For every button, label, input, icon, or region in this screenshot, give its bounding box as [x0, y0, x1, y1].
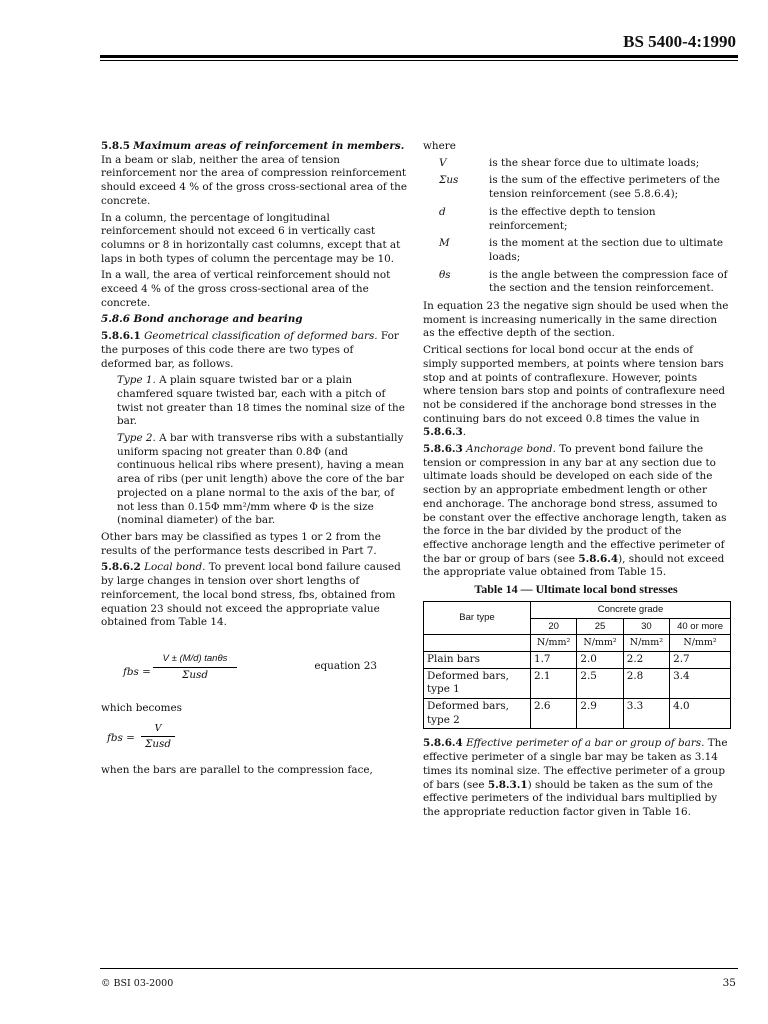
type-text: A plain square twisted bar or a plain chamfered square twisted bar, each with a pitch of twist not greater than 18 times the nominal size of the bar. — [117, 374, 405, 428]
type-2-definition — [101, 432, 407, 528]
section-5-8-6-3 — [423, 443, 729, 580]
section-number: 5.8.5 — [101, 140, 130, 152]
unit-cell: N/mm² — [623, 635, 669, 652]
where-list — [423, 157, 729, 296]
parallel-bars-text: when the bars are parallel to the compression face, — [101, 763, 373, 776]
other-bars-paragraph: Other bars may be classified as types 1 or 2 from the results of the performance tests described in Part 7. — [101, 530, 381, 557]
symbol: M — [439, 237, 450, 250]
symbol-definition: is the effective depth to tension reinforcement; — [489, 205, 656, 232]
table-row — [424, 651, 731, 668]
equation-numerator: V — [141, 722, 175, 738]
equation-label: equation 23 — [314, 659, 377, 672]
where-item — [423, 174, 729, 201]
concrete-grade-header: Concrete grade — [531, 601, 731, 618]
type-text: A bar with transverse ribs with a substantially uniform spacing not greater than 0.8Φ (and continuous helical ribs where present), having a mean area of ribs (per unit length) above the core of the bar projected on a plane normal to the axis of the bar, of not less than 0.15Φ mm²/mm where Φ is the size (nominal diameter) of the bar. — [117, 432, 404, 527]
section-reference: 5.8.3.1 — [487, 778, 528, 791]
symbol: Σus — [439, 174, 459, 187]
equation-denominator: Σusd — [181, 668, 209, 681]
left-column — [101, 140, 407, 780]
footer-rule — [100, 968, 738, 969]
section-5-8-6-2 — [101, 561, 407, 630]
equation-lhs: fbs = — [107, 731, 135, 744]
section-title: Local bond. — [144, 561, 206, 574]
table-cell-empty — [424, 635, 531, 652]
table-cell: 3.4 — [670, 668, 731, 698]
grade-header: 20 — [531, 618, 577, 635]
section-title: Effective perimeter of a bar or group of bars. — [466, 737, 705, 750]
where-item — [423, 157, 729, 171]
section-text: ), should not exceed the appropriate value obtained from Table 15. — [423, 552, 725, 579]
symbol-definition: is the moment at the section due to ultimate loads; — [489, 237, 724, 263]
table-cell: 2.5 — [577, 668, 623, 698]
header-rule-thick — [100, 55, 738, 58]
which-becomes-text: which becomes — [101, 701, 182, 714]
section-reference: 5.8.6.3 — [423, 426, 463, 439]
wall-paragraph: In a wall, the area of vertical reinforcement should not exceed 4 % of the gross cross-sectional area of the concrete. — [101, 269, 391, 309]
section-text: The effective perimeter of a single bar may be taken as 3.14 times its nominal size. The effective perimeter of a group of bars (see — [423, 737, 728, 791]
section-text: In a beam or slab, neither the area of tension reinforcement nor the area of compression reinforcement should exceed 4 % of the gross cross-sectional area of the concrete. — [101, 153, 408, 207]
equation-23 — [101, 648, 407, 694]
table-cell: 2.2 — [623, 651, 669, 668]
grade-header: 25 — [577, 618, 623, 635]
standard-number: BS 5400-4:1990 — [623, 32, 736, 51]
paragraph-text: Critical sections for local bond occur at the ends of simply supported members, at points where tension bars stop and at points of contraflexure. However, points where tension bars stop and points of contraflexure need not be considered if the anchorage bond stresses in the continuing bars do not exceed 0.8 times the value in — [423, 344, 726, 425]
symbol-definition: is the shear force due to ultimate loads; — [489, 156, 700, 169]
section-reference: 5.8.6.4 — [578, 552, 619, 565]
where-item — [423, 269, 729, 296]
header-rule-thin — [100, 60, 738, 61]
section-text: For the purposes of this code there are two types of deformed bar, as follows. — [101, 330, 399, 370]
right-column — [423, 140, 729, 823]
type-label: Type 1. — [117, 374, 156, 387]
type-1-definition — [101, 374, 407, 429]
unit-cell: N/mm² — [531, 635, 577, 652]
table-cell: 2.7 — [670, 651, 731, 668]
column-paragraph: In a column, the percentage of longitudinal reinforcement should not exceed 6 in vertically cast columns or 8 in horizontally cast columns, except that at laps in both types of column the percentage may be 10. — [101, 211, 401, 265]
equation-fraction — [153, 652, 237, 682]
table-title: Table 14 — Ultimate local bond stresses — [474, 582, 678, 597]
section-number: 5.8.6.2 — [101, 561, 141, 574]
table-cell: 4.0 — [670, 699, 731, 729]
table-cell: 2.8 — [623, 668, 669, 698]
type-label: Type 2. — [117, 432, 156, 445]
row-label: Deformed bars, type 2 — [424, 699, 531, 729]
row-label: Plain bars — [424, 651, 531, 668]
section-text: To prevent bond failure the tension or compression in any bar at any section due to ultimate loads should be developed on each side of the section by an appropriate embedment length or other end anchorage. The anchorage bond stress, assumed to be constant over the effective anchorage length, taken as the force in the bar divided by the product of the effective anchorage length and the effective perimeter of the bar or group of bars (see — [423, 443, 727, 565]
symbol: d — [439, 205, 446, 218]
bond-stress-table — [423, 601, 731, 730]
symbol: V — [439, 156, 447, 169]
table-cell: 2.9 — [577, 699, 623, 729]
table-header-row — [424, 601, 731, 618]
section-5-8-6-heading: 5.8.6 Bond anchorage and bearing — [101, 313, 303, 326]
grade-header: 30 — [623, 618, 669, 635]
equation-numerator: V ± (M/d) tanθs — [153, 652, 237, 668]
where-item — [423, 206, 729, 233]
section-5-8-5 — [101, 140, 407, 209]
equation-23-sign-paragraph: In equation 23 the negative sign should be used when the moment is increasing numerically in the same direction as the effective depth of the section. — [423, 300, 729, 340]
section-5-8-6-4 — [423, 737, 729, 819]
critical-sections-paragraph: Critical sections for local bond occur at the ends of simply supported members, at points where tension bars stop and at points of contraflexure. However, points where tension bars stop and points of contraflexure need not be considered if the anchorage bond stresses in the continuing bars do not exceed 0.8 times the value in 5.8.6.3. — [423, 344, 726, 439]
where-item — [423, 237, 729, 264]
row-label: Deformed bars, type 1 — [424, 668, 531, 698]
section-number: 5.8.6.3 — [423, 443, 463, 456]
table-cell: 2.6 — [531, 699, 577, 729]
table-row — [424, 668, 731, 698]
bar-type-header: Bar type — [424, 601, 531, 634]
where-label: where — [423, 140, 456, 152]
table-cell: 3.3 — [623, 699, 669, 729]
symbol-definition: is the angle between the compression face of the section and the tension reinforcement. — [489, 268, 728, 295]
equation-simplified — [101, 720, 407, 756]
section-title: Geometrical classification of deformed bars. — [144, 330, 378, 343]
equation-denominator: Σusd — [144, 738, 172, 751]
equation-lhs: fbs = — [123, 665, 151, 678]
section-number: 5.8.6.1 — [101, 330, 141, 343]
table-unit-row — [424, 635, 731, 652]
table-row — [424, 699, 731, 729]
section-5-8-6-1 — [101, 330, 407, 371]
symbol-definition: is the sum of the effective perimeters of the tension reinforcement (see 5.8.6.4); — [489, 174, 720, 201]
unit-cell: N/mm² — [670, 635, 731, 652]
table-cell: 1.7 — [531, 651, 577, 668]
grade-header: 40 or more — [670, 618, 731, 635]
page-number: 35 — [722, 977, 736, 989]
section-text: To prevent local bond failure caused by large changes in tension over short lengths of reinforcement, the local bond stress, fbs, obtained from equation 23 should not exceed the appropriate value obtained from Table 14. — [101, 561, 401, 629]
symbol: θs — [439, 268, 451, 281]
section-text: ) should be taken as the sum of the effective perimeters of the individual bars multiplied by the appropriate reduction factor given in Table 16. — [423, 778, 718, 818]
table-cell: 2.1 — [531, 668, 577, 698]
table-cell: 2.0 — [577, 651, 623, 668]
section-title: Anchorage bond. — [466, 443, 556, 456]
unit-cell: N/mm² — [577, 635, 623, 652]
copyright-notice: © BSI 03-2000 — [101, 978, 174, 989]
section-number: 5.8.6.4 — [423, 737, 463, 750]
section-heading: Maximum areas of reinforcement in members. — [133, 140, 405, 152]
equation-fraction — [141, 722, 175, 752]
